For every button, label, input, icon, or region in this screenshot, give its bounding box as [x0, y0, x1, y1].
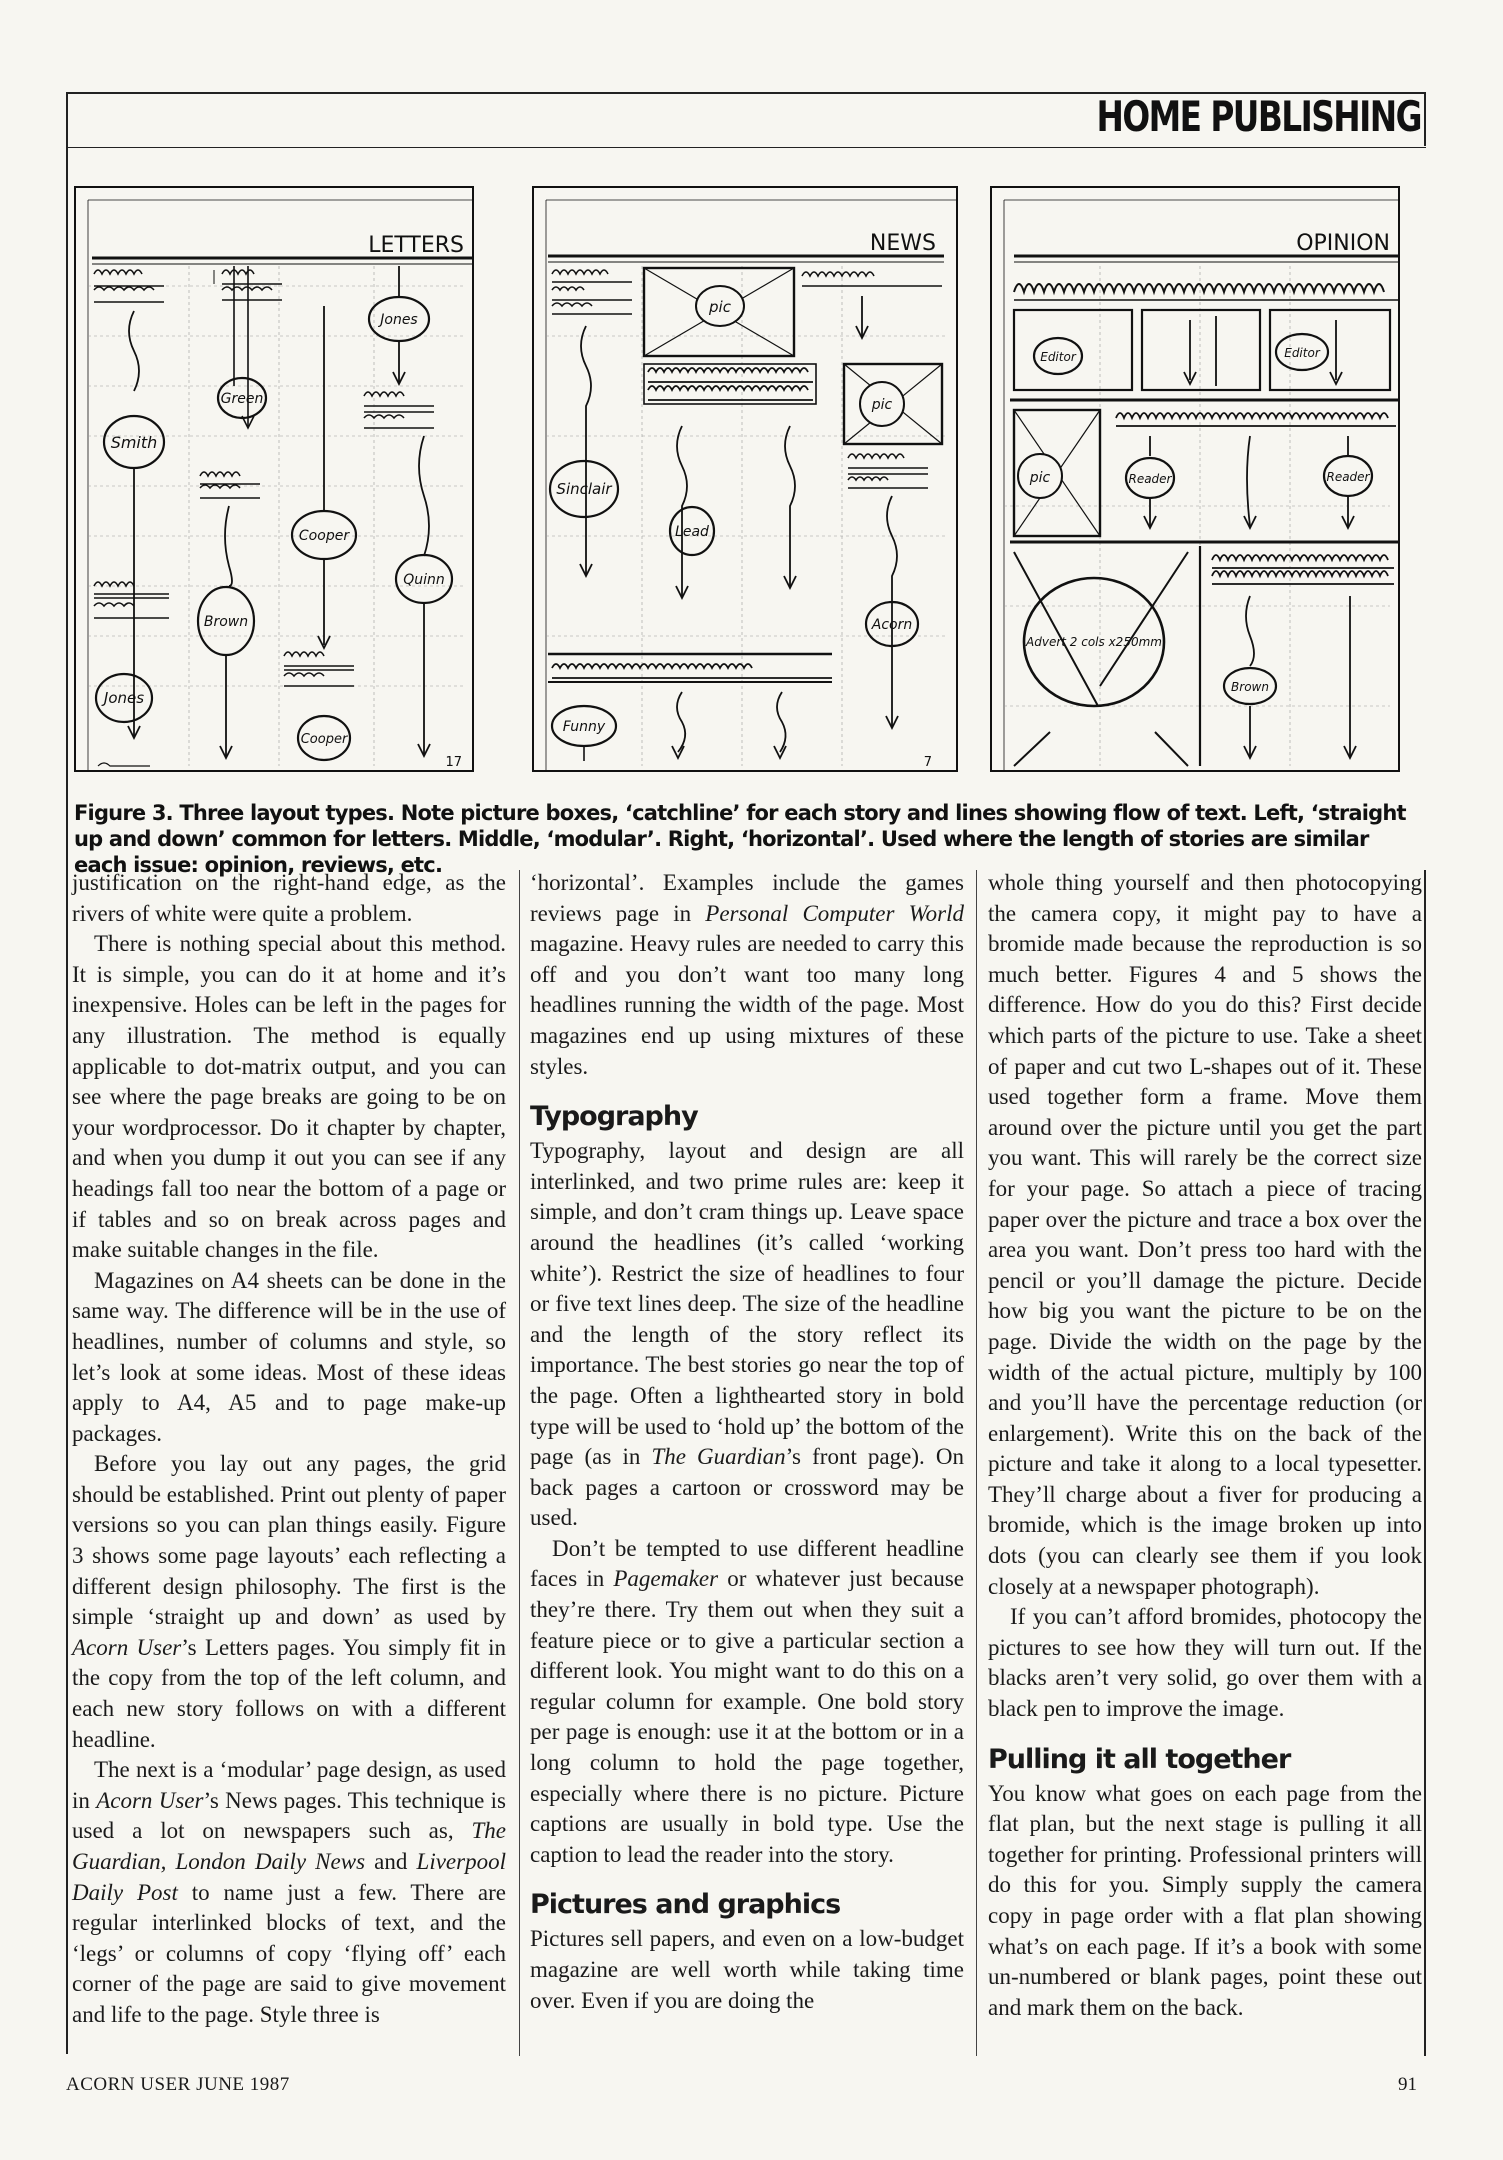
paragraph: The next is a ‘modular’ page design, as used in Acorn User’s News pages. This technique is used a lot on newspapers such as, The Guardian, London Daily News and Liverpool Daily Post to name just a few. There are regular interlinked blocks of text, and the ‘legs’ or columns of copy ‘flying off’ each corner of the page are said to give movement and life to the page. Style three is [72, 1757, 507, 2027]
paragraph: If you can’t afford bromides, photocopy the pictures to see how they will turn out. If the blacks aren’t very solid, go over them with a black pen to improve the image. [988, 1604, 1422, 1722]
paragraph: Don’t be tempted to use different headline faces in Pagemaker or whatever just because they’re there. Try them out when they suit a feature piece or to give a particular section a different look. You might want to do this on a regular column for example. One bold story per page is enough: use it at the bottom or in a long column to hold the page together, especially where there is no picture. Picture captions are usually in bold type. Use the caption to lead the reader into the story. [530, 1535, 964, 1867]
story-label: Acorn [871, 617, 913, 633]
figure-page-number: 17 [445, 755, 462, 770]
story-label: pic [1029, 470, 1051, 486]
subheading-pulling: Pulling it all together [988, 1743, 1291, 1775]
header-right-rule [1424, 92, 1426, 146]
figure-opinion-label: OPINION [1296, 231, 1390, 256]
header-bottom-rule [66, 147, 1426, 148]
story-label: Reader [1128, 472, 1172, 486]
footer-page-number: 91 [1398, 2074, 1417, 2095]
column-rule [1424, 870, 1426, 2056]
story-label: Reader [1326, 470, 1370, 484]
paragraph: Before you lay out any pages, the grid should be established. Print out plenty of paper versions so you can plan things easily. Figure 3 shows some page layouts’ each reflecting a different design philosophy. The first is the simple ‘straight up and down’ as used by Acorn User’s Letters pages. You simply fit in the copy from the top of the left column, and each new story follows on with a different headline. [72, 1451, 506, 1752]
advert-label: Advert 2 cols x250mm [1026, 635, 1162, 649]
story-label: Smith [110, 433, 158, 452]
story-label: Jones [380, 312, 418, 328]
story-label: Cooper [300, 732, 348, 747]
figure-page-number: 7 [923, 755, 932, 770]
figure-opinion [990, 186, 1400, 772]
subheading-pictures: Pictures and graphics [530, 1889, 841, 1921]
paragraph: Pictures sell papers, and even on a low-budget magazine are well worth while taking time over. Even if you are doing the [530, 1926, 964, 2013]
article-column-3 [988, 868, 1422, 2023]
story-label: Funny [562, 719, 606, 735]
column-rule [976, 870, 977, 2056]
story-label: Cooper [298, 528, 350, 544]
subheading-typography: Typography [530, 1101, 698, 1133]
story-label: Quinn [403, 572, 445, 588]
section-title: HOME PUBLISHING [1096, 92, 1421, 141]
story-label: Sinclair [556, 480, 612, 498]
paragraph: Magazines on A4 sheets can be done in the same way. The difference will be in the use of headlines, number of columns and style, so let’s look at some ideas. Most of these ideas apply to A4, A5 and to page make-up packages. [72, 1267, 506, 1446]
paragraph: justification on the right-hand edge, as the rivers of white were quite a problem. [72, 870, 506, 926]
story-label: Brown [1231, 680, 1269, 694]
figure-letters-label: LETTERS [368, 233, 464, 258]
page-left-rule [66, 92, 68, 2054]
story-label: Jones [103, 689, 145, 707]
story-label: pic [709, 298, 731, 316]
footer-publication: ACORN USER JUNE 1987 [66, 2074, 290, 2095]
figure-letters [74, 186, 474, 772]
article-column-2 [530, 868, 964, 2016]
article-column-1 [72, 868, 506, 2031]
story-label: Green [220, 391, 264, 407]
paragraph: There is nothing special about this method. It is simple, you can do it at home and it’s inexpensive. Holes can be left in the pages for any illustration. The method is equally applicable to dot-matrix output, and you can see where the page breaks are going to be on your wordprocessor. Do it chapter by chapter, and when you dump it out you can see if any headings fall too near the bottom of a page or if tables and so on break across pages and make suitable changes in the file. [72, 931, 506, 1263]
figure-news-label: NEWS [869, 231, 936, 256]
paragraph: whole thing yourself and then photocopying the camera copy, it might pay to have a bromide made because the reproduction is so much better. Figures 4 and 5 shows the difference. How do you do this? First decide which parts of the picture to use. Take a sheet of paper and cut two L-shapes out of it. These used together form a frame. Move them around over the picture until you get the part you want. This will rarely be the correct size for your page. So attach a piece of tracing paper over the picture and trace a box over the area you want. Don’t press too hard with the pencil or you’ll damage the picture. Decide how big you want the picture to be on the page. Divide the width on the page by the width of the actual picture, multiply by 100 and you’ll have the percentage reduction (or enlargement). Write this on the back of the picture and take it along to a local typesetter. They’ll charge about a fiver for producing a bromide, which is the image broken up into dots (you can clearly see them if you look closely at a newspaper photograph). [988, 870, 1422, 1599]
paragraph: Typography, layout and design are all interlinked, and two prime rules are: keep it simple, and don’t cram things up. Leave space around the headlines (it’s called ‘working white’). Restrict the size of headlines to four or five text lines deep. The size of the headline and the length of the story reflect its importance. The best stories go near the top of the page. Often a lighthearted story in bold type will be used to ‘hold up’ the bottom of the page (as in The Guardian’s front page). On back pages a cartoon or crossword may be used. [530, 1138, 964, 1531]
paragraph: ‘horizontal’. Examples include the games reviews page in Personal Computer World magazine. Heavy rules are needed to carry this off and you don’t want too many long headlines running the width of the page. Most magazines end up using mixtures of these styles. [530, 870, 964, 1079]
paragraph: You know what goes on each page from the flat plan, but the next stage is pulling it all together for printing. Professional printers will do this for you. Simply supply the camera copy in page order with a flat plan showing what’s on each page. If it’s a book with some un-numbered or blank pages, point these out and mark them on the back. [988, 1780, 1422, 2020]
story-label: Brown [203, 614, 249, 630]
story-label: Editor [1284, 346, 1320, 360]
figure-news [532, 186, 958, 772]
story-label: Editor [1040, 350, 1076, 364]
column-rule [519, 870, 520, 2056]
story-label: pic [871, 397, 893, 413]
story-label: Lead [675, 524, 709, 540]
figure-caption: Figure 3. Three layout types. Note picture boxes, ‘catchline’ for each story and lines showing flow of text. Left, ‘straight up and down’ common for letters. Middle, ‘modular’. Right, ‘horizontal’. Used where the length of stories are similar each issue: opinion, reviews, etc. [74, 801, 1406, 877]
